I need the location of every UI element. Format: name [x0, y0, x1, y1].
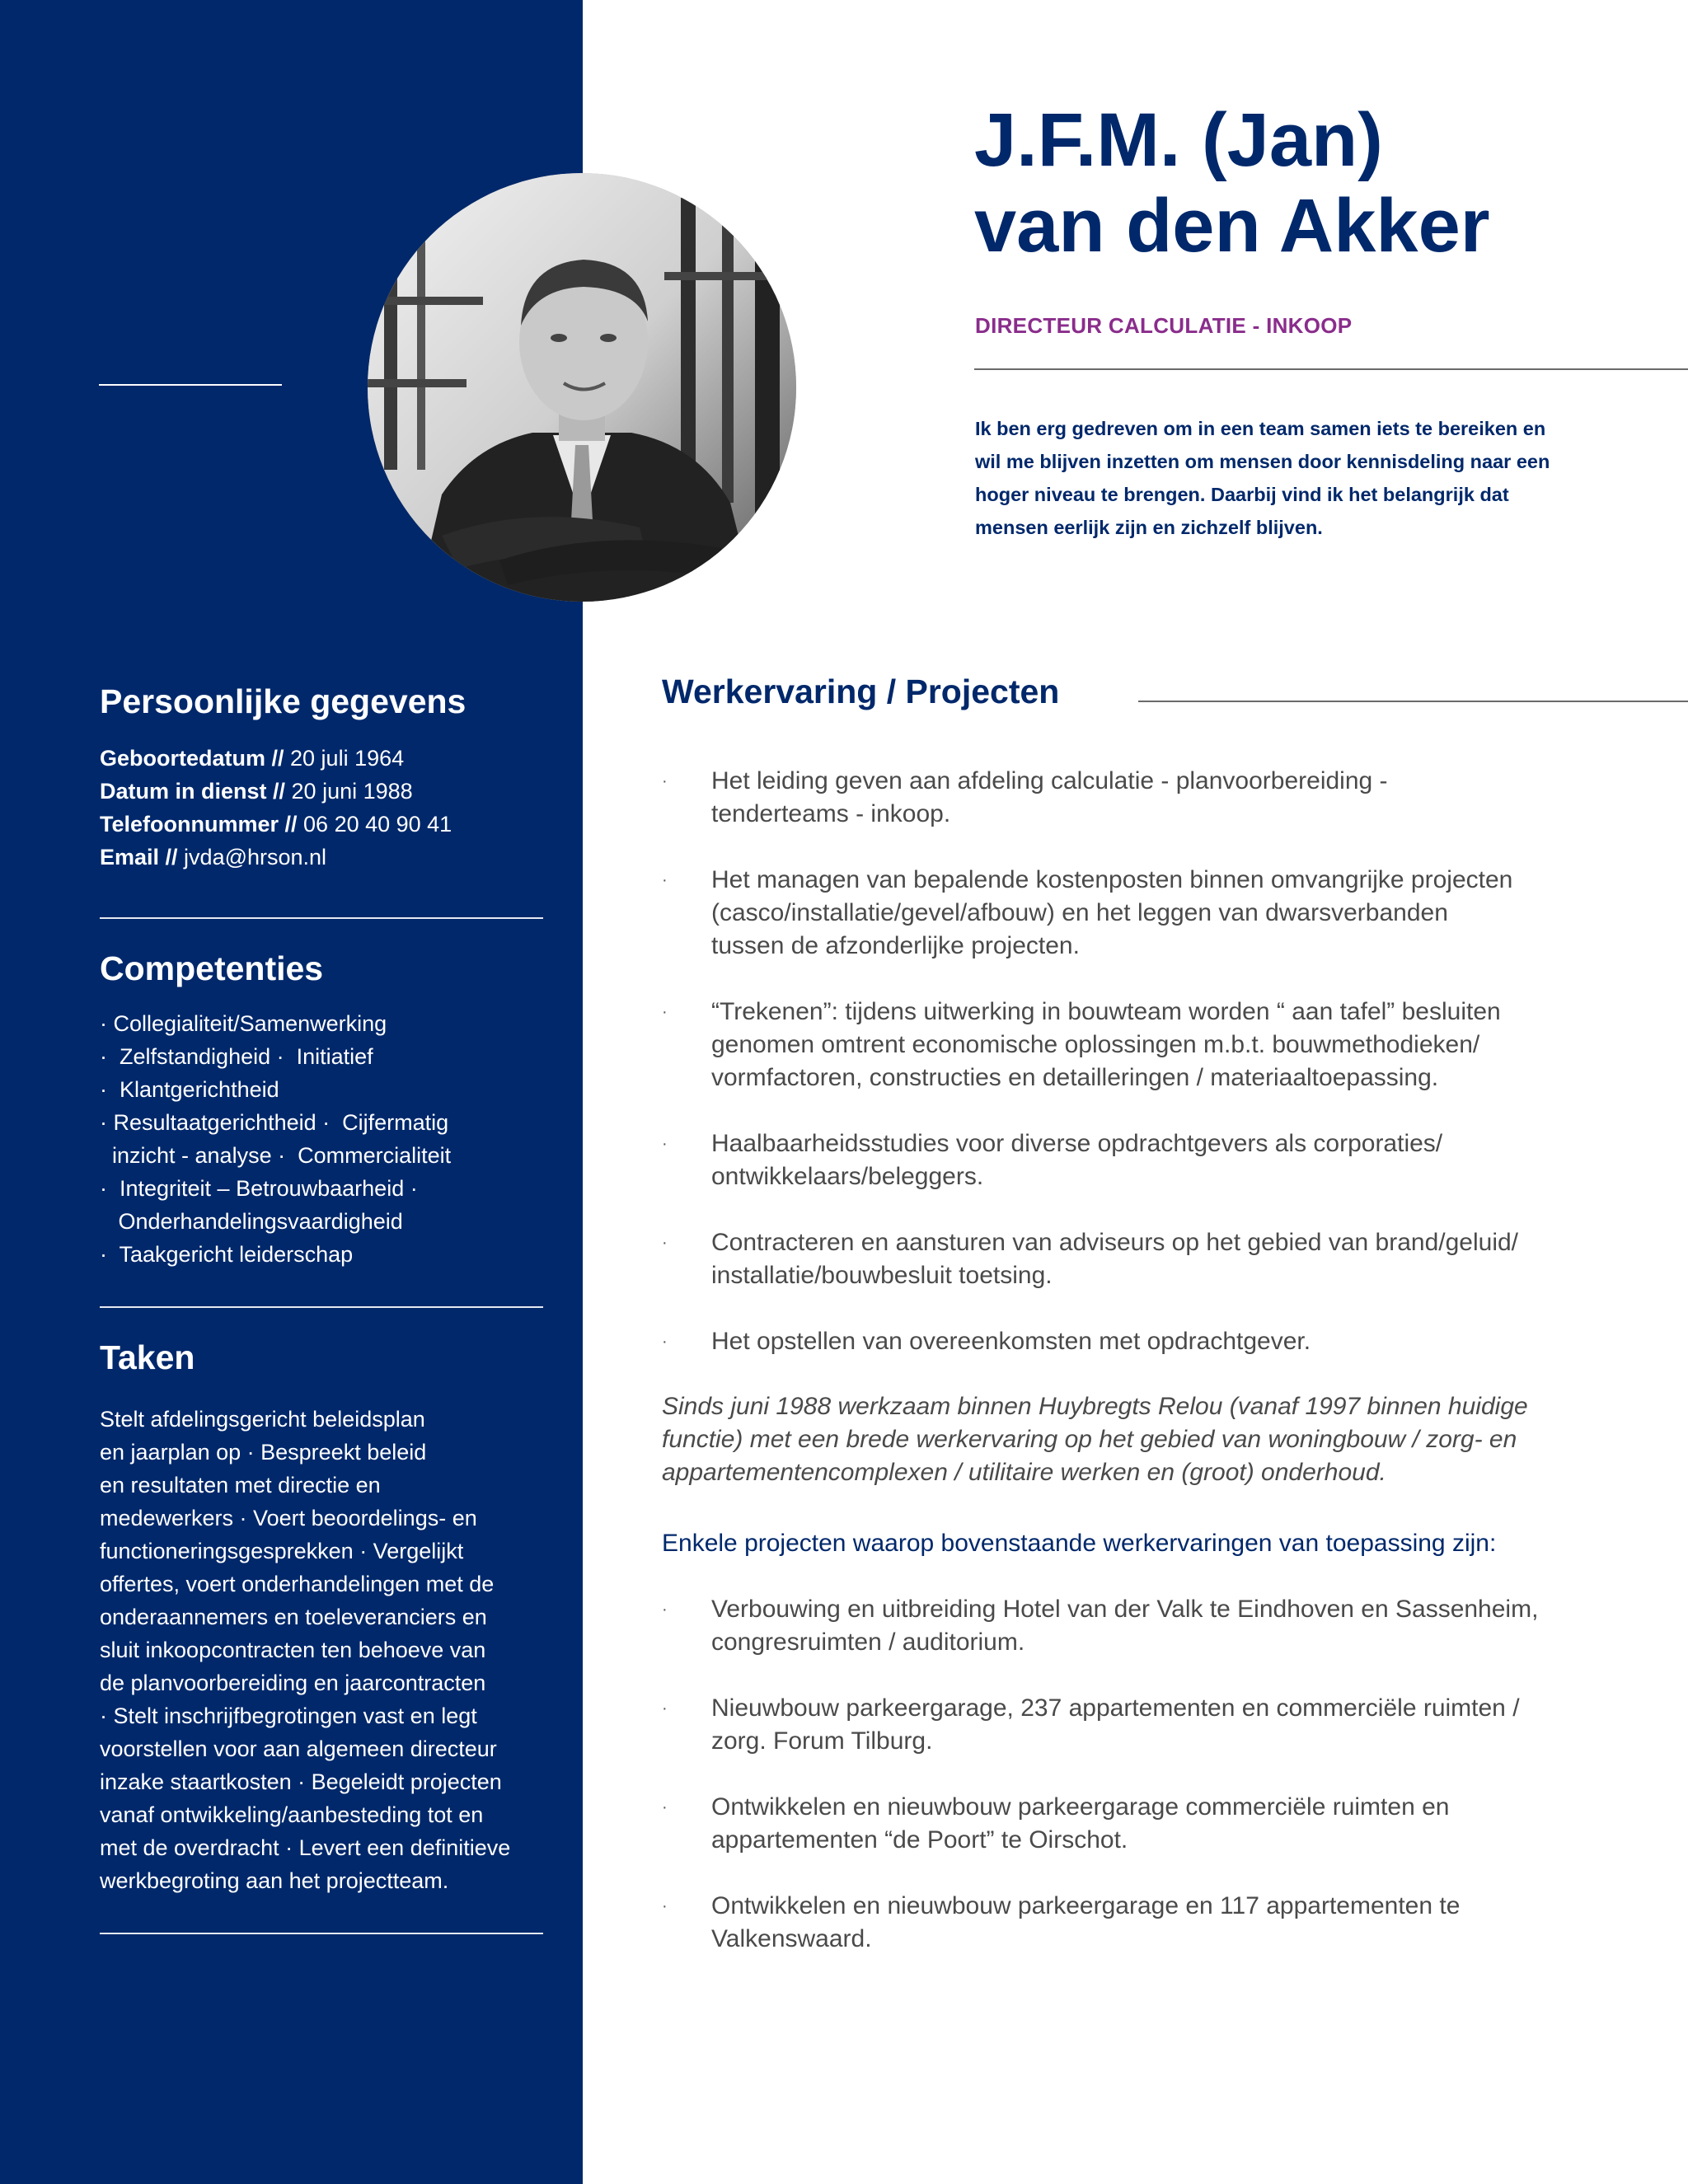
profile-photo	[368, 173, 796, 602]
experience-item-line: tenderteams - inkoop.	[711, 800, 951, 827]
project-item-line: Valkenswaard.	[711, 1925, 872, 1952]
task-line: en jaarplan op · Bespreekt beleid	[100, 1440, 427, 1465]
birthdate-value: 20 juli 1964	[284, 746, 405, 771]
bullet-icon: ·	[662, 1601, 668, 1619]
summary-line: appartementencomplexen / utilitaire werken en (groot) onderhoud.	[662, 1459, 1386, 1486]
intro-line: wil me blijven inzetten om mensen door kennisdeling naar een	[975, 451, 1550, 472]
competences-heading: Competenties	[100, 949, 324, 987]
experience-item-line: Contracteren en aansturen van adviseurs op het gebied van brand/geluid/	[711, 1229, 1518, 1256]
task-line: medewerkers · Voert beoordelings- en	[100, 1506, 477, 1530]
competence-line: · Collegialiteit/Samenwerking	[100, 1011, 387, 1036]
bullet-icon: ·	[662, 1135, 668, 1153]
experience-item-line: Haalbaarheidsstudies voor diverse opdrachtgevers als corporaties/	[711, 1130, 1443, 1157]
employment-summary	[662, 1390, 1528, 1489]
job-title: DIRECTEUR CALCULATIE - INKOOP	[975, 313, 1353, 338]
experience-item-line: Het opstellen van overeenkomsten met opdrachtgever.	[711, 1328, 1311, 1355]
bullet-icon: ·	[662, 1003, 668, 1021]
project-item-line: Nieuwbouw parkeergarage, 237 appartementen en commerciële ruimten /	[711, 1694, 1520, 1722]
competence-line: · Taakgericht leiderschap	[100, 1242, 354, 1267]
bullet-icon: ·	[662, 1333, 668, 1351]
employment-date-label: Datum in dienst //	[100, 779, 286, 804]
birthdate-label: Geboortedatum //	[100, 746, 284, 771]
project-item-line: congresruimten / auditorium.	[711, 1629, 1025, 1656]
competence-line: inzicht - analyse · Commercialiteit	[100, 1143, 452, 1168]
project-item	[662, 1791, 1449, 1857]
task-line: offertes, voert onderhandelingen met de	[100, 1572, 495, 1596]
project-item-line: zorg. Forum Tilburg.	[711, 1727, 933, 1755]
task-line: werkbegroting aan het projectteam.	[100, 1868, 449, 1893]
email-row	[100, 841, 545, 874]
divider	[100, 917, 543, 919]
bullet-icon: ·	[662, 871, 668, 889]
experience-item-line: vormfactoren, constructies en detailleringen / materiaaltoepassing.	[711, 1064, 1439, 1091]
experience-item	[662, 1325, 1311, 1358]
competences-section	[100, 948, 545, 1271]
task-line: Stelt afdelingsgericht beleidsplan	[100, 1407, 425, 1432]
task-line: onderaannemers en toeleveranciers en	[100, 1605, 487, 1629]
sidebar-accent-line	[99, 384, 282, 386]
name-line-1: J.F.M. (Jan)	[974, 98, 1383, 182]
bullet-icon: ·	[662, 1699, 668, 1718]
task-line: · Stelt inschrijfbegrotingen vast en legt	[100, 1704, 477, 1728]
experience-item	[662, 864, 1512, 963]
summary-line: Sinds juni 1988 werkzaam binnen Huybregts Relou (vanaf 1997 binnen huidige	[662, 1393, 1528, 1420]
task-line: functioneringsgesprekken · Vergelijkt	[100, 1539, 464, 1563]
task-line: voorstellen voor aan algemeen directeur	[100, 1736, 497, 1761]
project-item	[662, 1890, 1460, 1956]
email-label: Email //	[100, 845, 178, 869]
bullet-icon: ·	[662, 1234, 668, 1252]
employment-date-row	[100, 775, 545, 808]
experience-heading: Werkervaring / Projecten	[662, 673, 1060, 710]
project-item-line: Ontwikkelen en nieuwbouw parkeergarage commerciële ruimten en	[711, 1793, 1450, 1821]
birthdate-row	[100, 742, 545, 775]
competence-line: · Integriteit – Betrouwbaarheid ·	[100, 1176, 418, 1201]
experience-item	[662, 1226, 1518, 1292]
experience-item-line: Het leiding geven aan afdeling calculatie - planvoorbereiding -	[711, 767, 1388, 794]
task-line: sluit inkoopcontracten ten behoeve van	[100, 1638, 486, 1662]
intro-line: mensen eerlijk zijn en zichzelf blijven.	[975, 517, 1323, 538]
experience-item-line: “Trekenen”: tijdens uitwerking in bouwteam worden “ aan tafel” besluiten	[711, 998, 1501, 1025]
intro-text	[975, 412, 1550, 544]
header-divider	[974, 368, 1688, 370]
divider	[100, 1933, 543, 1934]
experience-item	[662, 765, 1388, 831]
experience-item	[662, 1127, 1442, 1193]
bullet-icon: ·	[662, 1798, 668, 1816]
person-name	[974, 97, 1490, 269]
bullet-icon: ·	[662, 1897, 668, 1915]
task-line: vanaf ontwikkeling/aanbesteding tot en	[100, 1802, 484, 1827]
competence-line: · Zelfstandigheid · Initiatief	[100, 1044, 373, 1069]
task-line: de planvoorbereiding en jaarcontracten	[100, 1671, 486, 1695]
divider	[100, 1306, 543, 1308]
name-line-2: van den Akker	[974, 184, 1490, 268]
phone-row	[100, 808, 545, 841]
task-line: en resultaten met directie en	[100, 1473, 381, 1497]
competence-line: · Klantgerichtheid	[100, 1077, 279, 1102]
project-item	[662, 1593, 1538, 1659]
experience-item-line: genomen omtrent economische oplossingen m.b.t. bouwmethodieken/	[711, 1031, 1480, 1058]
phone-label: Telefoonnummer //	[100, 812, 298, 837]
intro-line: hoger niveau te brengen. Daarbij vind ik het belangrijk dat	[975, 484, 1509, 505]
project-item-line: Verbouwing en uitbreiding Hotel van der Valk te Eindhoven en Sassenheim,	[711, 1596, 1539, 1623]
project-item-line: appartementen “de Poort” te Oirschot.	[711, 1826, 1128, 1854]
project-item	[662, 1692, 1520, 1758]
bullet-icon: ·	[662, 772, 668, 790]
tasks-section	[100, 1337, 545, 1897]
email-value[interactable]: jvda@hrson.nl	[177, 845, 327, 869]
experience-divider	[1138, 701, 1688, 702]
competence-line: Onderhandelingsvaardigheid	[100, 1209, 403, 1234]
competence-line: · Resultaatgerichtheid · Cijfermatig	[100, 1110, 449, 1135]
experience-item	[662, 996, 1501, 1094]
experience-item-line: tussen de afzonderlijke projecten.	[711, 932, 1080, 959]
intro-line: Ik ben erg gedreven om in een team samen iets te bereiken en	[975, 418, 1546, 439]
task-line: met de overdracht · Levert een definitieve	[100, 1835, 511, 1860]
experience-item-line: installatie/bouwbesluit toetsing.	[711, 1262, 1053, 1289]
project-item-line: Ontwikkelen en nieuwbouw parkeergarage en 117 appartementen te	[711, 1892, 1461, 1919]
tasks-heading: Taken	[100, 1338, 195, 1376]
experience-item-line: (casco/installatie/gevel/afbouw) en het leggen van dwarsverbanden	[711, 899, 1448, 926]
personal-section	[100, 681, 545, 874]
projects-intro: Enkele projecten waarop bovenstaande werkervaringen van toepassing zijn:	[662, 1530, 1497, 1557]
employment-date-value: 20 juni 1988	[285, 779, 413, 804]
personal-heading: Persoonlijke gegevens	[100, 682, 467, 720]
experience-item-line: Het managen van bepalende kostenposten binnen omvangrijke projecten	[711, 866, 1513, 893]
phone-value: 06 20 40 90 41	[297, 812, 452, 837]
summary-line: functie) met een brede werkervaring op het gebied van woningbouw / zorg- en	[662, 1426, 1517, 1453]
task-line: inzake staartkosten · Begeleidt projecten	[100, 1769, 502, 1794]
experience-item-line: ontwikkelaars/beleggers.	[711, 1163, 984, 1190]
